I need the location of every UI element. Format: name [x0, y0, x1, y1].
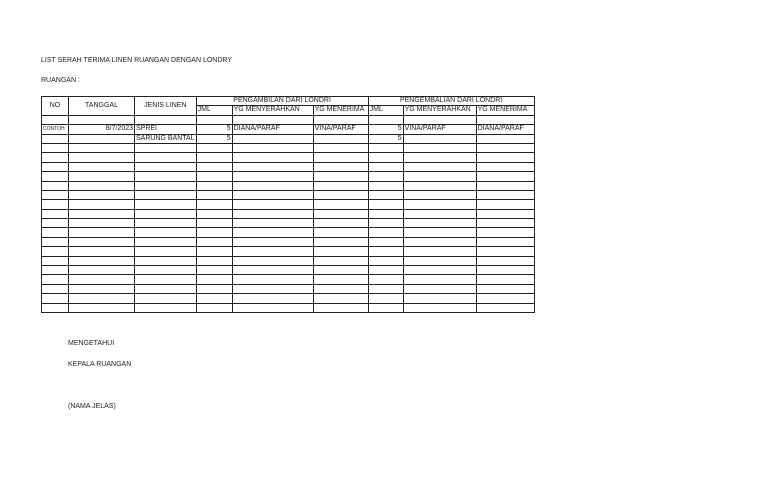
- empty-cell[interactable]: [135, 247, 197, 256]
- empty-cell[interactable]: [232, 200, 313, 209]
- empty-cell[interactable]: [476, 209, 534, 218]
- empty-cell[interactable]: [313, 256, 368, 265]
- empty-cell[interactable]: [42, 294, 69, 303]
- empty-cell[interactable]: [42, 247, 69, 256]
- empty-cell[interactable]: [232, 247, 313, 256]
- empty-table-row: [42, 237, 535, 246]
- empty-cell[interactable]: [313, 294, 368, 303]
- empty-cell[interactable]: [42, 266, 69, 275]
- empty-cell[interactable]: [476, 266, 534, 275]
- nama-jelas-label: (NAMA JELAS): [68, 403, 116, 410]
- empty-cell[interactable]: [403, 247, 476, 256]
- empty-cell[interactable]: [69, 162, 135, 171]
- empty-cell[interactable]: [476, 143, 534, 152]
- spacer-cell: [69, 115, 135, 124]
- empty-cell[interactable]: [368, 181, 403, 190]
- empty-cell[interactable]: [135, 294, 197, 303]
- empty-cell[interactable]: [232, 153, 313, 162]
- cell-tanggal[interactable]: 8/7/2023: [69, 125, 135, 134]
- table-row: [42, 134, 535, 143]
- header-jenis-linen: JENIS LINEN: [135, 97, 197, 116]
- empty-cell[interactable]: [135, 143, 197, 152]
- empty-cell[interactable]: [69, 153, 135, 162]
- empty-cell[interactable]: [313, 143, 368, 152]
- empty-cell[interactable]: [368, 247, 403, 256]
- empty-cell[interactable]: [403, 143, 476, 152]
- empty-cell[interactable]: [135, 256, 197, 265]
- empty-cell[interactable]: [368, 190, 403, 199]
- empty-cell[interactable]: [403, 181, 476, 190]
- empty-cell[interactable]: [403, 162, 476, 171]
- empty-cell[interactable]: [196, 247, 232, 256]
- empty-cell[interactable]: [403, 228, 476, 237]
- empty-cell[interactable]: [232, 266, 313, 275]
- empty-cell[interactable]: [313, 303, 368, 312]
- empty-table-row: [42, 219, 535, 228]
- cell-pengambilan-menyerahkan[interactable]: [232, 134, 313, 143]
- empty-table-row: [42, 209, 535, 218]
- empty-cell[interactable]: [476, 275, 534, 284]
- empty-cell[interactable]: [313, 237, 368, 246]
- empty-cell[interactable]: [196, 284, 232, 293]
- empty-cell[interactable]: [42, 172, 69, 181]
- header-pengembalian: PENGEMBALIAN DARI LONDRI: [368, 97, 534, 106]
- cell-no[interactable]: [42, 134, 69, 143]
- spacer-cell: [196, 115, 232, 124]
- empty-cell[interactable]: [69, 228, 135, 237]
- empty-cell[interactable]: [196, 200, 232, 209]
- empty-cell[interactable]: [313, 209, 368, 218]
- empty-table-row: [42, 181, 535, 190]
- empty-table-row: [42, 143, 535, 152]
- empty-cell[interactable]: [476, 237, 534, 246]
- empty-cell[interactable]: [403, 256, 476, 265]
- empty-cell[interactable]: [42, 256, 69, 265]
- empty-cell[interactable]: [69, 143, 135, 152]
- empty-cell[interactable]: [135, 200, 197, 209]
- empty-table-row: [42, 247, 535, 256]
- empty-cell[interactable]: [403, 172, 476, 181]
- empty-cell[interactable]: [69, 181, 135, 190]
- header-pengembalian-menerima: YG MENERIMA: [476, 106, 534, 115]
- empty-cell[interactable]: [196, 228, 232, 237]
- empty-cell[interactable]: [476, 162, 534, 171]
- cell-pengambilan-jml[interactable]: 5: [196, 134, 232, 143]
- empty-cell[interactable]: [135, 172, 197, 181]
- empty-cell[interactable]: [368, 209, 403, 218]
- empty-cell[interactable]: [69, 266, 135, 275]
- empty-cell[interactable]: [476, 256, 534, 265]
- empty-cell[interactable]: [232, 284, 313, 293]
- cell-jenis-linen[interactable]: SPREI: [135, 125, 197, 134]
- spacer-cell: [42, 115, 69, 124]
- cell-pengambilan-menerima[interactable]: VINA/PARAF: [313, 125, 368, 134]
- empty-cell[interactable]: [313, 181, 368, 190]
- cell-no[interactable]: CONTOH: [42, 125, 69, 134]
- empty-cell[interactable]: [196, 153, 232, 162]
- empty-cell[interactable]: [368, 237, 403, 246]
- empty-cell[interactable]: [196, 303, 232, 312]
- empty-cell[interactable]: [69, 200, 135, 209]
- header-pengembalian-menyerahkan: YG MENYERAHKAN: [403, 106, 476, 115]
- cell-pengembalian-menyerahkan[interactable]: [403, 134, 476, 143]
- spacer-cell: [476, 115, 534, 124]
- empty-cell[interactable]: [403, 190, 476, 199]
- cell-pengembalian-menyerahkan[interactable]: VINA/PARAF: [403, 125, 476, 134]
- empty-cell[interactable]: [232, 237, 313, 246]
- empty-cell[interactable]: [403, 200, 476, 209]
- empty-cell[interactable]: [476, 181, 534, 190]
- empty-cell[interactable]: [403, 303, 476, 312]
- empty-cell[interactable]: [196, 209, 232, 218]
- table-row: [42, 125, 535, 134]
- empty-cell[interactable]: [313, 153, 368, 162]
- empty-cell[interactable]: [476, 228, 534, 237]
- empty-cell[interactable]: [196, 266, 232, 275]
- linen-handover-table: [41, 96, 535, 313]
- empty-cell[interactable]: [42, 153, 69, 162]
- empty-cell[interactable]: [69, 219, 135, 228]
- header-no: NO: [42, 97, 69, 116]
- empty-cell[interactable]: [232, 209, 313, 218]
- empty-cell[interactable]: [42, 200, 69, 209]
- empty-cell[interactable]: [476, 303, 534, 312]
- empty-cell[interactable]: [368, 153, 403, 162]
- empty-cell[interactable]: [196, 162, 232, 171]
- spacer-cell: [403, 115, 476, 124]
- empty-cell[interactable]: [368, 275, 403, 284]
- cell-jenis-linen[interactable]: SARUNG BANTAL: [136, 134, 195, 142]
- empty-cell[interactable]: [196, 181, 232, 190]
- cell-pengembalian-menerima[interactable]: [476, 134, 534, 143]
- empty-cell[interactable]: [313, 219, 368, 228]
- empty-cell[interactable]: [42, 284, 69, 293]
- empty-cell[interactable]: [42, 303, 69, 312]
- empty-cell[interactable]: [135, 190, 197, 199]
- empty-cell[interactable]: [232, 219, 313, 228]
- empty-cell[interactable]: [368, 143, 403, 152]
- empty-cell[interactable]: [403, 275, 476, 284]
- empty-table-row: [42, 284, 535, 293]
- empty-cell[interactable]: [313, 266, 368, 275]
- empty-cell[interactable]: [232, 172, 313, 181]
- empty-cell[interactable]: [232, 162, 313, 171]
- empty-cell[interactable]: [69, 190, 135, 199]
- empty-cell[interactable]: [135, 284, 197, 293]
- cell-pengambilan-jml[interactable]: 5: [196, 125, 232, 134]
- empty-cell[interactable]: [476, 172, 534, 181]
- empty-cell[interactable]: [69, 294, 135, 303]
- empty-cell[interactable]: [69, 303, 135, 312]
- empty-table-row: [42, 303, 535, 312]
- header-pengembalian-jml: JML: [368, 106, 403, 115]
- empty-cell[interactable]: [42, 190, 69, 199]
- empty-cell[interactable]: [232, 294, 313, 303]
- mengetahui-label: MENGETAHUI: [68, 340, 115, 347]
- header-pengambilan-jml: JML: [196, 106, 232, 115]
- cell-pengembalian-menerima[interactable]: DIANA/PARAF: [476, 125, 534, 134]
- empty-cell[interactable]: [403, 219, 476, 228]
- empty-cell[interactable]: [69, 275, 135, 284]
- empty-cell[interactable]: [232, 228, 313, 237]
- empty-cell[interactable]: [69, 247, 135, 256]
- empty-cell[interactable]: [403, 209, 476, 218]
- empty-cell[interactable]: [42, 237, 69, 246]
- empty-cell[interactable]: [69, 209, 135, 218]
- empty-cell[interactable]: [476, 219, 534, 228]
- empty-table-row: [42, 200, 535, 209]
- cell-tanggal[interactable]: [69, 134, 135, 143]
- empty-cell[interactable]: [313, 190, 368, 199]
- empty-cell[interactable]: [368, 228, 403, 237]
- empty-cell[interactable]: [196, 275, 232, 284]
- document-title: LIST SERAH TERIMA LINEN RUANGAN DENGAN LONDRY: [41, 57, 232, 64]
- empty-table-row: [42, 228, 535, 237]
- empty-cell[interactable]: [42, 209, 69, 218]
- empty-cell[interactable]: [232, 256, 313, 265]
- empty-cell[interactable]: [42, 275, 69, 284]
- cell-pengembalian-jml[interactable]: 5: [368, 125, 403, 134]
- header-pengambilan-menerima: YG MENERIMA: [313, 106, 368, 115]
- empty-cell[interactable]: [368, 162, 403, 171]
- empty-cell[interactable]: [368, 303, 403, 312]
- empty-cell[interactable]: [196, 219, 232, 228]
- empty-cell[interactable]: [368, 200, 403, 209]
- empty-cell[interactable]: [42, 219, 69, 228]
- empty-cell[interactable]: [135, 303, 197, 312]
- empty-cell[interactable]: [135, 266, 197, 275]
- empty-cell[interactable]: [135, 237, 197, 246]
- header-pengambilan: PENGAMBILAN DARI LONDRI: [196, 97, 368, 106]
- empty-cell[interactable]: [403, 266, 476, 275]
- empty-cell[interactable]: [135, 181, 197, 190]
- empty-cell[interactable]: [368, 172, 403, 181]
- empty-table-row: [42, 275, 535, 284]
- empty-cell[interactable]: [135, 162, 197, 171]
- empty-cell[interactable]: [476, 190, 534, 199]
- header-tanggal: TANGGAL: [69, 97, 135, 116]
- empty-cell[interactable]: [403, 153, 476, 162]
- empty-table-row: [42, 162, 535, 171]
- empty-cell[interactable]: [69, 237, 135, 246]
- empty-cell[interactable]: [196, 256, 232, 265]
- spacer-cell: [313, 115, 368, 124]
- cell-pengambilan-menerima[interactable]: [313, 134, 368, 143]
- cell-pengambilan-menyerahkan[interactable]: DIANA/PARAF: [232, 125, 313, 134]
- empty-cell[interactable]: [232, 181, 313, 190]
- empty-cell[interactable]: [196, 190, 232, 199]
- empty-cell[interactable]: [368, 266, 403, 275]
- empty-cell[interactable]: [42, 143, 69, 152]
- empty-cell[interactable]: [313, 284, 368, 293]
- empty-cell[interactable]: [196, 294, 232, 303]
- empty-cell[interactable]: [476, 200, 534, 209]
- empty-cell[interactable]: [42, 228, 69, 237]
- empty-cell[interactable]: [368, 284, 403, 293]
- empty-cell[interactable]: [313, 228, 368, 237]
- empty-cell[interactable]: [135, 219, 197, 228]
- spacer-cell: [368, 115, 403, 124]
- empty-cell[interactable]: [368, 294, 403, 303]
- empty-cell[interactable]: [69, 256, 135, 265]
- empty-table-row: [42, 266, 535, 275]
- empty-cell[interactable]: [368, 256, 403, 265]
- empty-cell[interactable]: [476, 284, 534, 293]
- empty-table-row: [42, 294, 535, 303]
- empty-cell[interactable]: [196, 143, 232, 152]
- empty-cell[interactable]: [403, 284, 476, 293]
- empty-cell[interactable]: [313, 247, 368, 256]
- empty-cell[interactable]: [135, 228, 197, 237]
- empty-cell[interactable]: [196, 237, 232, 246]
- empty-table-row: [42, 172, 535, 181]
- empty-cell[interactable]: [69, 172, 135, 181]
- empty-cell[interactable]: [313, 172, 368, 181]
- empty-cell[interactable]: [403, 294, 476, 303]
- empty-table-row: [42, 153, 535, 162]
- empty-cell[interactable]: [313, 162, 368, 171]
- empty-cell[interactable]: [69, 284, 135, 293]
- empty-cell[interactable]: [403, 237, 476, 246]
- empty-table-row: [42, 256, 535, 265]
- empty-table-row: [42, 190, 535, 199]
- spacer-cell: [135, 115, 197, 124]
- empty-cell[interactable]: [42, 181, 69, 190]
- empty-cell[interactable]: [476, 294, 534, 303]
- empty-cell[interactable]: [135, 153, 197, 162]
- empty-cell[interactable]: [313, 200, 368, 209]
- spacer-cell: [232, 115, 313, 124]
- empty-cell[interactable]: [368, 219, 403, 228]
- kepala-ruangan-label: KEPALA RUANGAN: [68, 361, 132, 368]
- empty-cell[interactable]: [476, 153, 534, 162]
- ruangan-label: RUANGAN :: [41, 77, 80, 84]
- empty-cell[interactable]: [232, 275, 313, 284]
- empty-cell[interactable]: [313, 275, 368, 284]
- empty-cell[interactable]: [196, 172, 232, 181]
- empty-cell[interactable]: [232, 303, 313, 312]
- header-pengambilan-menyerahkan: YG MENYERAHKAN: [232, 106, 313, 115]
- empty-cell[interactable]: [135, 275, 197, 284]
- cell-pengembalian-jml[interactable]: 5: [368, 134, 403, 143]
- empty-cell[interactable]: [232, 143, 313, 152]
- empty-cell[interactable]: [42, 162, 69, 171]
- empty-cell[interactable]: [476, 247, 534, 256]
- empty-cell[interactable]: [232, 190, 313, 199]
- empty-cell[interactable]: [135, 209, 197, 218]
